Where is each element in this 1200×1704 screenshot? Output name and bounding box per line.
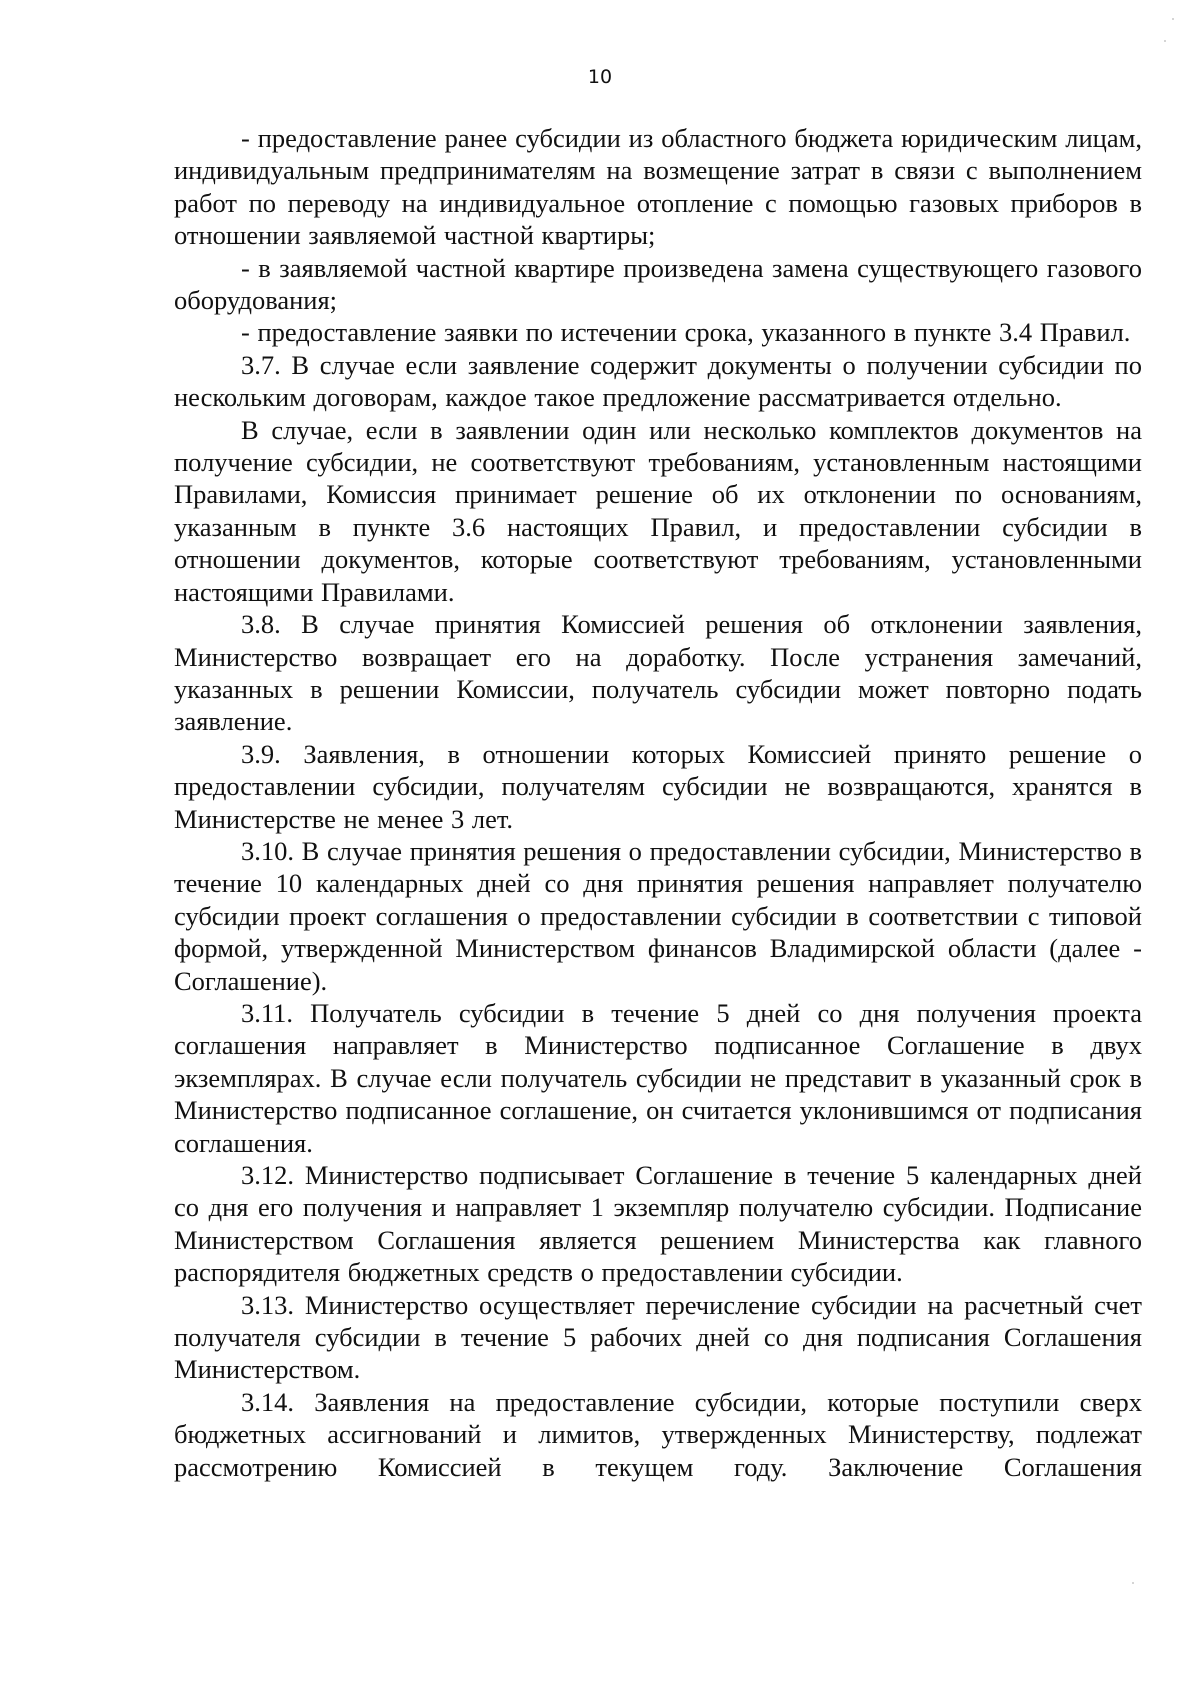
page-number: 10 [587,66,613,88]
paragraph-item: В случае, если в заявлении один или несколько комплектов документов на получение субсидии, не соответствуют требованиям, установленным настоящими Правилами, Комиссия принимает решение об их отклонении по основаниям, указанным в пункте 3.6 настоящих Правил, и предоставлении субсидии в отношении документов, которые соответствуют требованиям, установленными настоящими Правилами. [174,414,1142,607]
paragraph-item: 3.11. Получатель субсидии в течение 5 дней со дня получения проекта соглашения направляет в Министерство подписанное Соглашение в двух экземплярах. В случае если получатель субсидии не представит в указанный срок в Министерство подписанное соглашение, он считается уклонившимся от подписания соглашения. [174,997,1142,1158]
paragraph-item: 3.14. Заявления на предоставление субсидии, которые поступили сверх бюджетных ассигнований и лимитов, утвержденных Министерству, подлежат рассмотрению Комиссией в текущем году. Заключение Соглашения [174,1386,1142,1482]
paragraph-item: - предоставление заявки по истечении срока, указанного в пункте 3.4 Правил. [241,317,1131,348]
scan-speck [1172,18,1174,20]
paragraph-item: 3.10. В случае принятия решения о предоставлении субсидии, Министерство в течение 10 календарных дней со дня принятия решения направляет получателю субсидии проект соглашения о предоставлении субсидии в соответствии с типовой формой, утвержденной Министерством финансов Владимирской области (далее - Соглашение). [174,835,1142,996]
paragraph-item: 3.7. В случае если заявление содержит документы о получении субсидии по нескольким договорам, каждое такое предложение рассматривается отдельно. [174,349,1142,413]
paragraph-item: - предоставление ранее субсидии из областного бюджета юридическим лицам, индивидуальным предпринимателям на возмещение затрат в связи с выполнением работ по переводу на индивидуальное отопление с помощью газовых приборов в отношении заявляемой частной квартиры; [174,123,1142,251]
paragraph-item: 3.9. Заявления, в отношении которых Комиссией принято решение о предоставлении субсидии, получателям субсидии не возвращаются, хранятся в Министерстве не менее 3 лет. [174,738,1142,834]
paragraph-item: 3.12. Министерство подписывает Соглашение в течение 5 календарных дней со дня его получения и направляет 1 экземпляр получателю субсидии. Подписание Министерством Соглашения является решением Министерства как главного распорядителя бюджетных средств о предоставлении субсидии. [174,1160,1142,1288]
scan-speck [1132,1582,1134,1584]
document-body [174,122,1142,1483]
paragraph-item: - в заявляемой частной квартире произведена замена существующего газового оборудования; [174,252,1142,316]
scan-speck [1164,40,1166,42]
paragraph-item: 3.8. В случае принятия Комиссией решения об отклонении заявления, Министерство возвращает его на доработку. После устранения замечаний, указанных в решении Комиссии, получатель субсидии может повторно подать заявление. [174,609,1142,737]
paragraph-item: 3.13. Министерство осуществляет перечисление субсидии на расчетный счет получателя субсидии в течение 5 рабочих дней со дня подписания Соглашения Министерством. [174,1289,1142,1385]
